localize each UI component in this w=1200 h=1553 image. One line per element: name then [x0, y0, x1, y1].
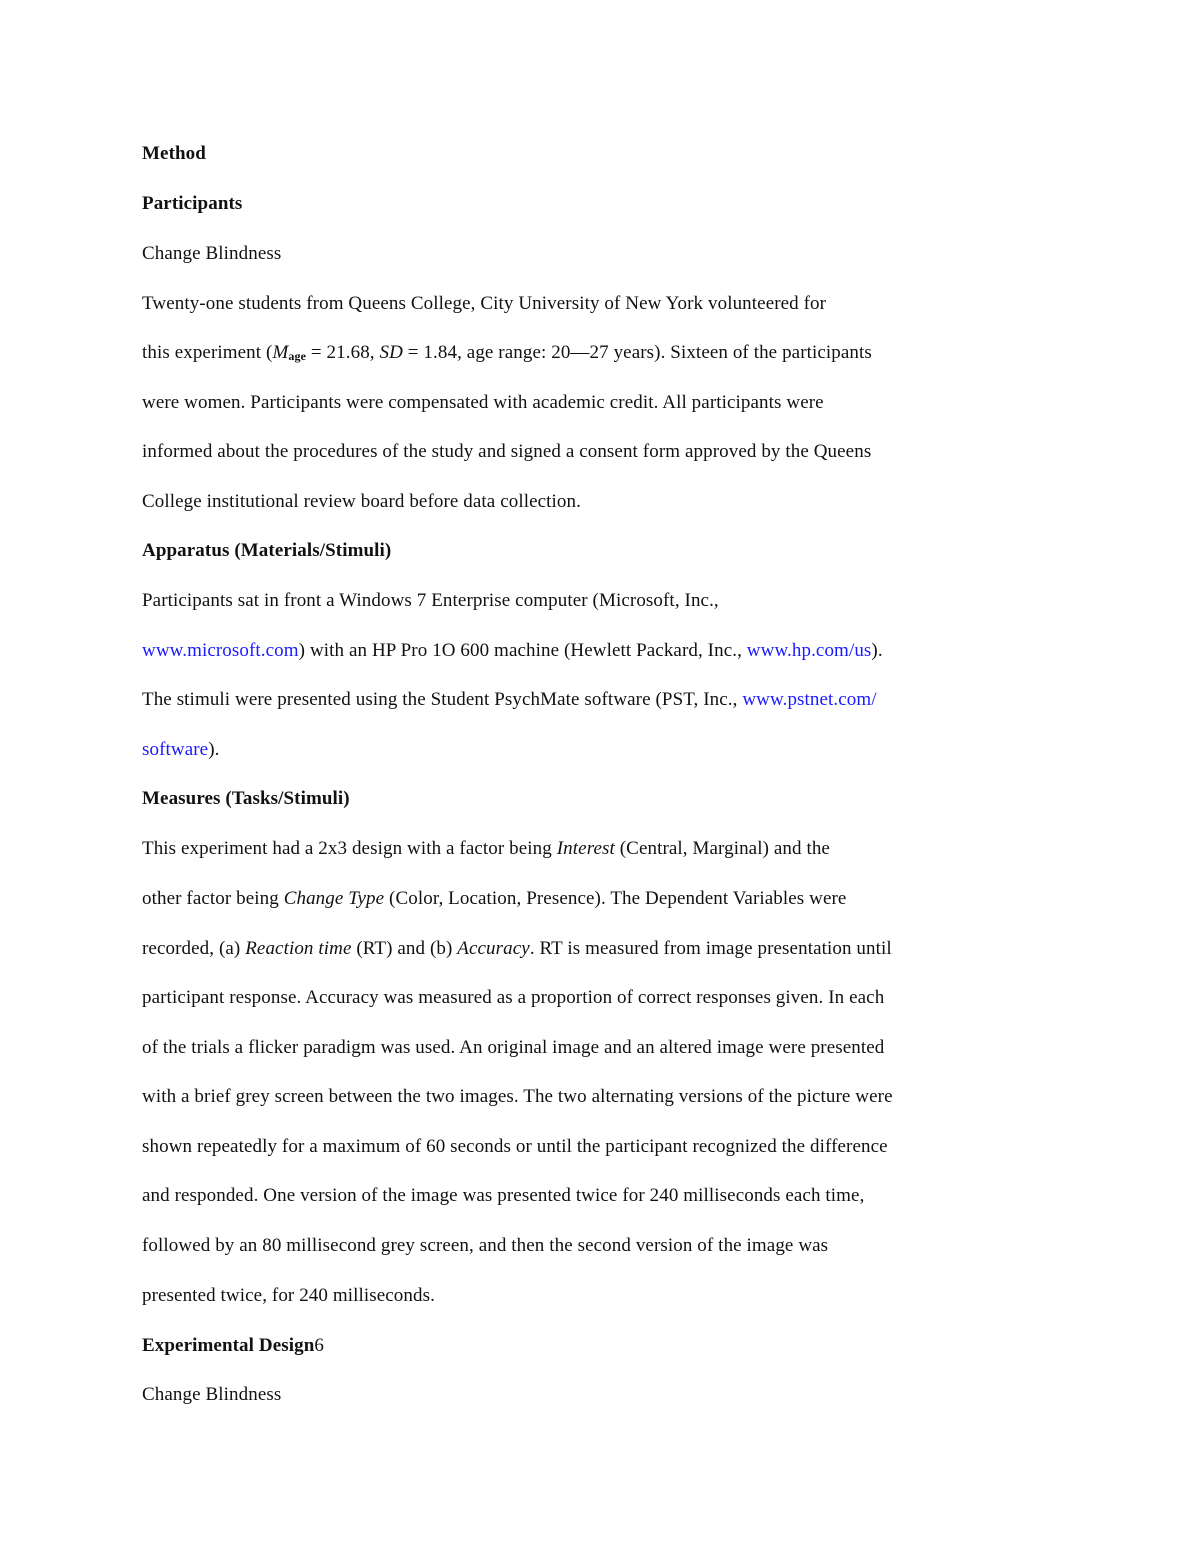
text-run: = 1.84, age range: 20—27 years). Sixteen of the participants: [402, 342, 872, 363]
measures-line-10: presented twice, for 240 milliseconds.: [142, 1285, 435, 1306]
apparatus-line-4: [142, 738, 220, 762]
measures-line-1: [142, 837, 830, 861]
italic-term: Reaction time: [245, 938, 352, 959]
design-subheading: Change Blindness: [142, 1384, 282, 1405]
measures-line-8: and responded. One version of the image was presented twice for 240 milliseconds each time,: [142, 1185, 865, 1206]
measures-line-2: [142, 887, 846, 911]
heading-measures: Measures (Tasks/Stimuli): [142, 788, 350, 809]
participants-line-2: [142, 341, 872, 368]
pstnet-link-continued[interactable]: software: [142, 739, 209, 760]
heading-method: Method: [142, 143, 206, 164]
pstnet-link[interactable]: www.pstnet.com/: [742, 689, 877, 710]
text-run: = 21.68,: [306, 342, 380, 363]
text-run: recorded, (a): [142, 938, 246, 959]
italic-term: Change Type: [283, 888, 385, 909]
apparatus-line-2: [142, 639, 883, 663]
participants-line-4: informed about the procedures of the study and signed a consent form approved by the Queens: [142, 441, 872, 462]
hp-link[interactable]: www.hp.com/us: [746, 640, 872, 661]
text-run: (RT) and (b): [351, 938, 458, 959]
apparatus-line-1: Participants sat in front a Windows 7 Enterprise computer (Microsoft, Inc.,: [142, 590, 719, 611]
text-run: . RT is measured from image presentation until: [529, 938, 892, 959]
heading-apparatus: Apparatus (Materials/Stimuli): [142, 540, 392, 561]
text-run: ) with an HP Pro 1O 600 machine (Hewlett Packard, Inc.,: [298, 640, 747, 661]
heading-design-text: Experimental Design: [142, 1335, 315, 1356]
participants-line-3: were women. Participants were compensated with academic credit. All participants were: [142, 392, 824, 413]
measures-line-5: of the trials a flicker paradigm was used. An original image and an altered image were presented: [142, 1037, 885, 1058]
measures-line-6: with a brief grey screen between the two images. The two alternating versions of the picture were: [142, 1086, 893, 1107]
age-subscript: age: [288, 349, 307, 363]
text-run: this experiment (: [142, 342, 273, 363]
sd-symbol: SD: [379, 342, 403, 363]
participants-line-1: Twenty-one students from Queens College, City University of New York volunteered for: [142, 293, 827, 314]
text-run: (Central, Marginal) and the: [614, 838, 830, 859]
heading-design-suffix: 6: [314, 1335, 324, 1356]
text-run: other factor being: [142, 888, 284, 909]
subheading-change-blindness: Change Blindness: [142, 243, 282, 264]
text-run: ).: [871, 640, 883, 661]
measures-line-4: participant response. Accuracy was measured as a proportion of correct responses given. In each: [142, 987, 885, 1008]
text-run: The stimuli were presented using the Student PsychMate software (PST, Inc.,: [142, 689, 743, 710]
italic-term: Interest: [556, 838, 615, 859]
heading-design: [142, 1334, 324, 1358]
heading-participants: Participants: [142, 193, 243, 214]
measures-line-7: shown repeatedly for a maximum of 60 seconds or until the participant recognized the difference: [142, 1136, 888, 1157]
apparatus-line-3: [142, 688, 877, 712]
measures-line-3: [142, 937, 892, 961]
mean-symbol: M: [272, 342, 289, 363]
microsoft-link[interactable]: www.microsoft.com: [142, 640, 299, 661]
italic-term: Accuracy: [457, 938, 530, 959]
text-run: ).: [208, 739, 220, 760]
text-run: (Color, Location, Presence). The Dependent Variables were: [384, 888, 847, 909]
measures-line-9: followed by an 80 millisecond grey screen, and then the second version of the image was: [142, 1235, 829, 1256]
participants-line-5: College institutional review board before data collection.: [142, 491, 581, 512]
text-run: This experiment had a 2x3 design with a factor being: [142, 838, 557, 859]
